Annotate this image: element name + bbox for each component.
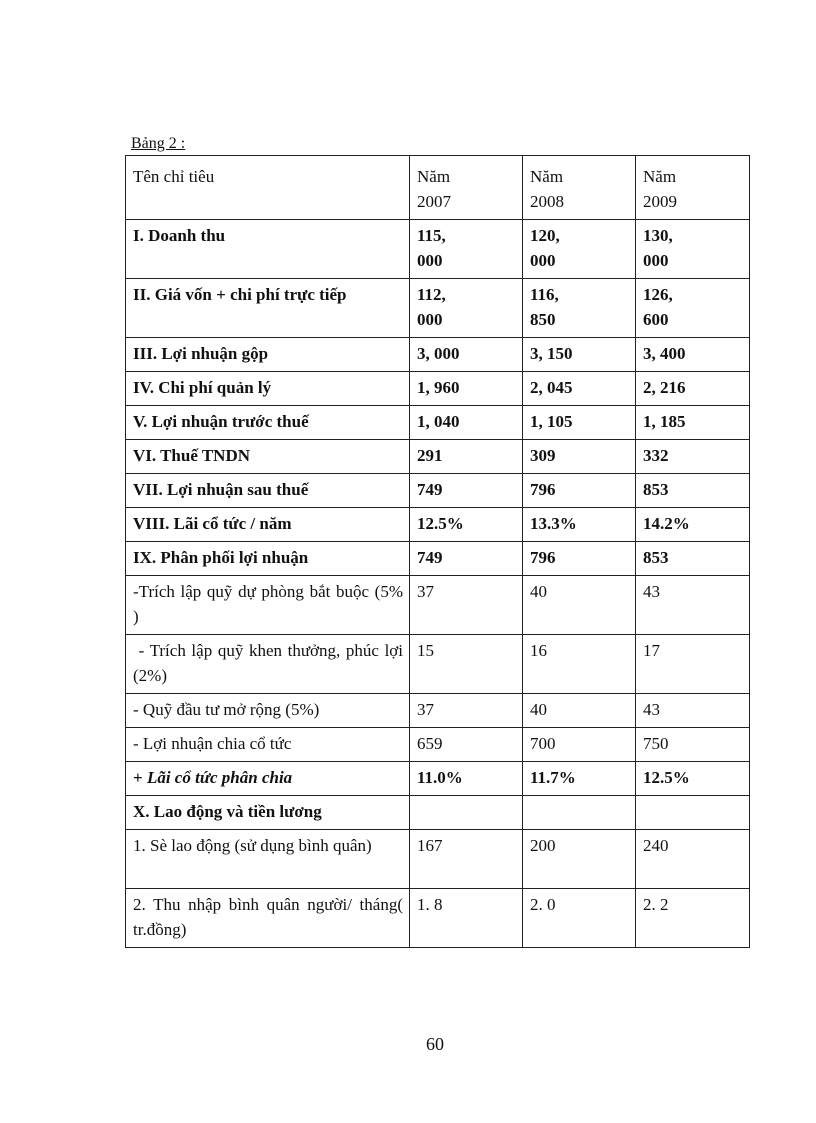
row-value: 853: [636, 474, 750, 508]
row-value: 130, 000: [636, 220, 750, 279]
table-row: [126, 796, 750, 830]
row-value: 17: [636, 635, 750, 694]
row-label: - Trích lập quỹ khen thưởng, phúc lợi (2%): [126, 635, 410, 694]
row-value: [410, 796, 523, 830]
table-row: [126, 220, 750, 279]
row-label: - Quỹ đầu tư mở rộng (5%): [126, 694, 410, 728]
row-value: 2. 0: [523, 889, 636, 948]
row-value: [636, 796, 750, 830]
table-row: [126, 406, 750, 440]
row-value: 40: [523, 576, 636, 635]
header-year-cell: Năm 2007: [410, 156, 523, 220]
row-value: 1. 8: [410, 889, 523, 948]
row-label: I. Doanh thu: [126, 220, 410, 279]
table-row: [126, 279, 750, 338]
row-value: 15: [410, 635, 523, 694]
row-value: 700: [523, 728, 636, 762]
row-value: 309: [523, 440, 636, 474]
row-label: V. Lợi nhuận trước thuế: [126, 406, 410, 440]
row-label: -Trích lập quỹ dự phòng bắt buộc (5% ): [126, 576, 410, 635]
row-value: [523, 796, 636, 830]
header-name-cell: Tên chỉ tiêu: [126, 156, 410, 220]
table-row: [126, 694, 750, 728]
table-row: [126, 508, 750, 542]
row-value: 1, 185: [636, 406, 750, 440]
row-value: 13.3%: [523, 508, 636, 542]
row-value: 37: [410, 694, 523, 728]
row-value: 750: [636, 728, 750, 762]
table-row: [126, 338, 750, 372]
row-label: IX. Phân phối lợi nhuận: [126, 542, 410, 576]
table-row: [126, 576, 750, 635]
table-row: [126, 440, 750, 474]
row-value: 16: [523, 635, 636, 694]
row-value: 11.0%: [410, 762, 523, 796]
row-value: 12.5%: [636, 762, 750, 796]
row-value: 126, 600: [636, 279, 750, 338]
row-value: 3, 000: [410, 338, 523, 372]
header-year-cell: Năm 2009: [636, 156, 750, 220]
row-value: 3, 150: [523, 338, 636, 372]
table-caption: Bảng 2 :: [131, 135, 186, 152]
table-row: [126, 830, 750, 889]
row-value: 1, 105: [523, 406, 636, 440]
row-label: VI. Thuế TNDN: [126, 440, 410, 474]
row-value: 43: [636, 694, 750, 728]
row-value: 2. 2: [636, 889, 750, 948]
row-label: IV. Chi phí quản lý: [126, 372, 410, 406]
row-value: 749: [410, 542, 523, 576]
row-label: 2. Thu nhập bình quân người/ tháng( tr.đồng): [126, 889, 410, 948]
row-value: 43: [636, 576, 750, 635]
table-row: [126, 542, 750, 576]
row-value: 3, 400: [636, 338, 750, 372]
row-value: 37: [410, 576, 523, 635]
row-value: 116, 850: [523, 279, 636, 338]
row-value: 14.2%: [636, 508, 750, 542]
row-value: 853: [636, 542, 750, 576]
row-value: 115, 000: [410, 220, 523, 279]
header-year-cell: Năm 2008: [523, 156, 636, 220]
row-value: 120, 000: [523, 220, 636, 279]
table-row: [126, 889, 750, 948]
row-value: 796: [523, 542, 636, 576]
row-value: 291: [410, 440, 523, 474]
row-value: 11.7%: [523, 762, 636, 796]
table-row: [126, 728, 750, 762]
row-value: 40: [523, 694, 636, 728]
row-value: 659: [410, 728, 523, 762]
page-number: 60: [426, 1034, 444, 1054]
row-label: VII. Lợi nhuận sau thuế: [126, 474, 410, 508]
row-value: 167: [410, 830, 523, 889]
row-value: 240: [636, 830, 750, 889]
row-value: 112, 000: [410, 279, 523, 338]
row-value: 200: [523, 830, 636, 889]
row-label: - Lợi nhuận chia cổ tức: [126, 728, 410, 762]
row-label: X. Lao động và tiền lương: [126, 796, 410, 830]
row-label: + Lãi cổ tức phân chia: [126, 762, 410, 796]
row-label: 1. Sè lao động (sử dụng bình quân): [126, 830, 410, 889]
financial-table: [125, 155, 750, 948]
table-row: [126, 474, 750, 508]
table-header-row: [126, 156, 750, 220]
row-label: VIII. Lãi cổ tức / năm: [126, 508, 410, 542]
table-row: [126, 635, 750, 694]
row-value: 1, 960: [410, 372, 523, 406]
row-label: III. Lợi nhuận gộp: [126, 338, 410, 372]
row-value: 2, 045: [523, 372, 636, 406]
row-value: 332: [636, 440, 750, 474]
table-row: [126, 762, 750, 796]
row-value: 2, 216: [636, 372, 750, 406]
row-value: 1, 040: [410, 406, 523, 440]
row-label: II. Giá vốn + chi phí trực tiếp: [126, 279, 410, 338]
row-value: 749: [410, 474, 523, 508]
row-value: 796: [523, 474, 636, 508]
row-value: 12.5%: [410, 508, 523, 542]
table-row: [126, 372, 750, 406]
